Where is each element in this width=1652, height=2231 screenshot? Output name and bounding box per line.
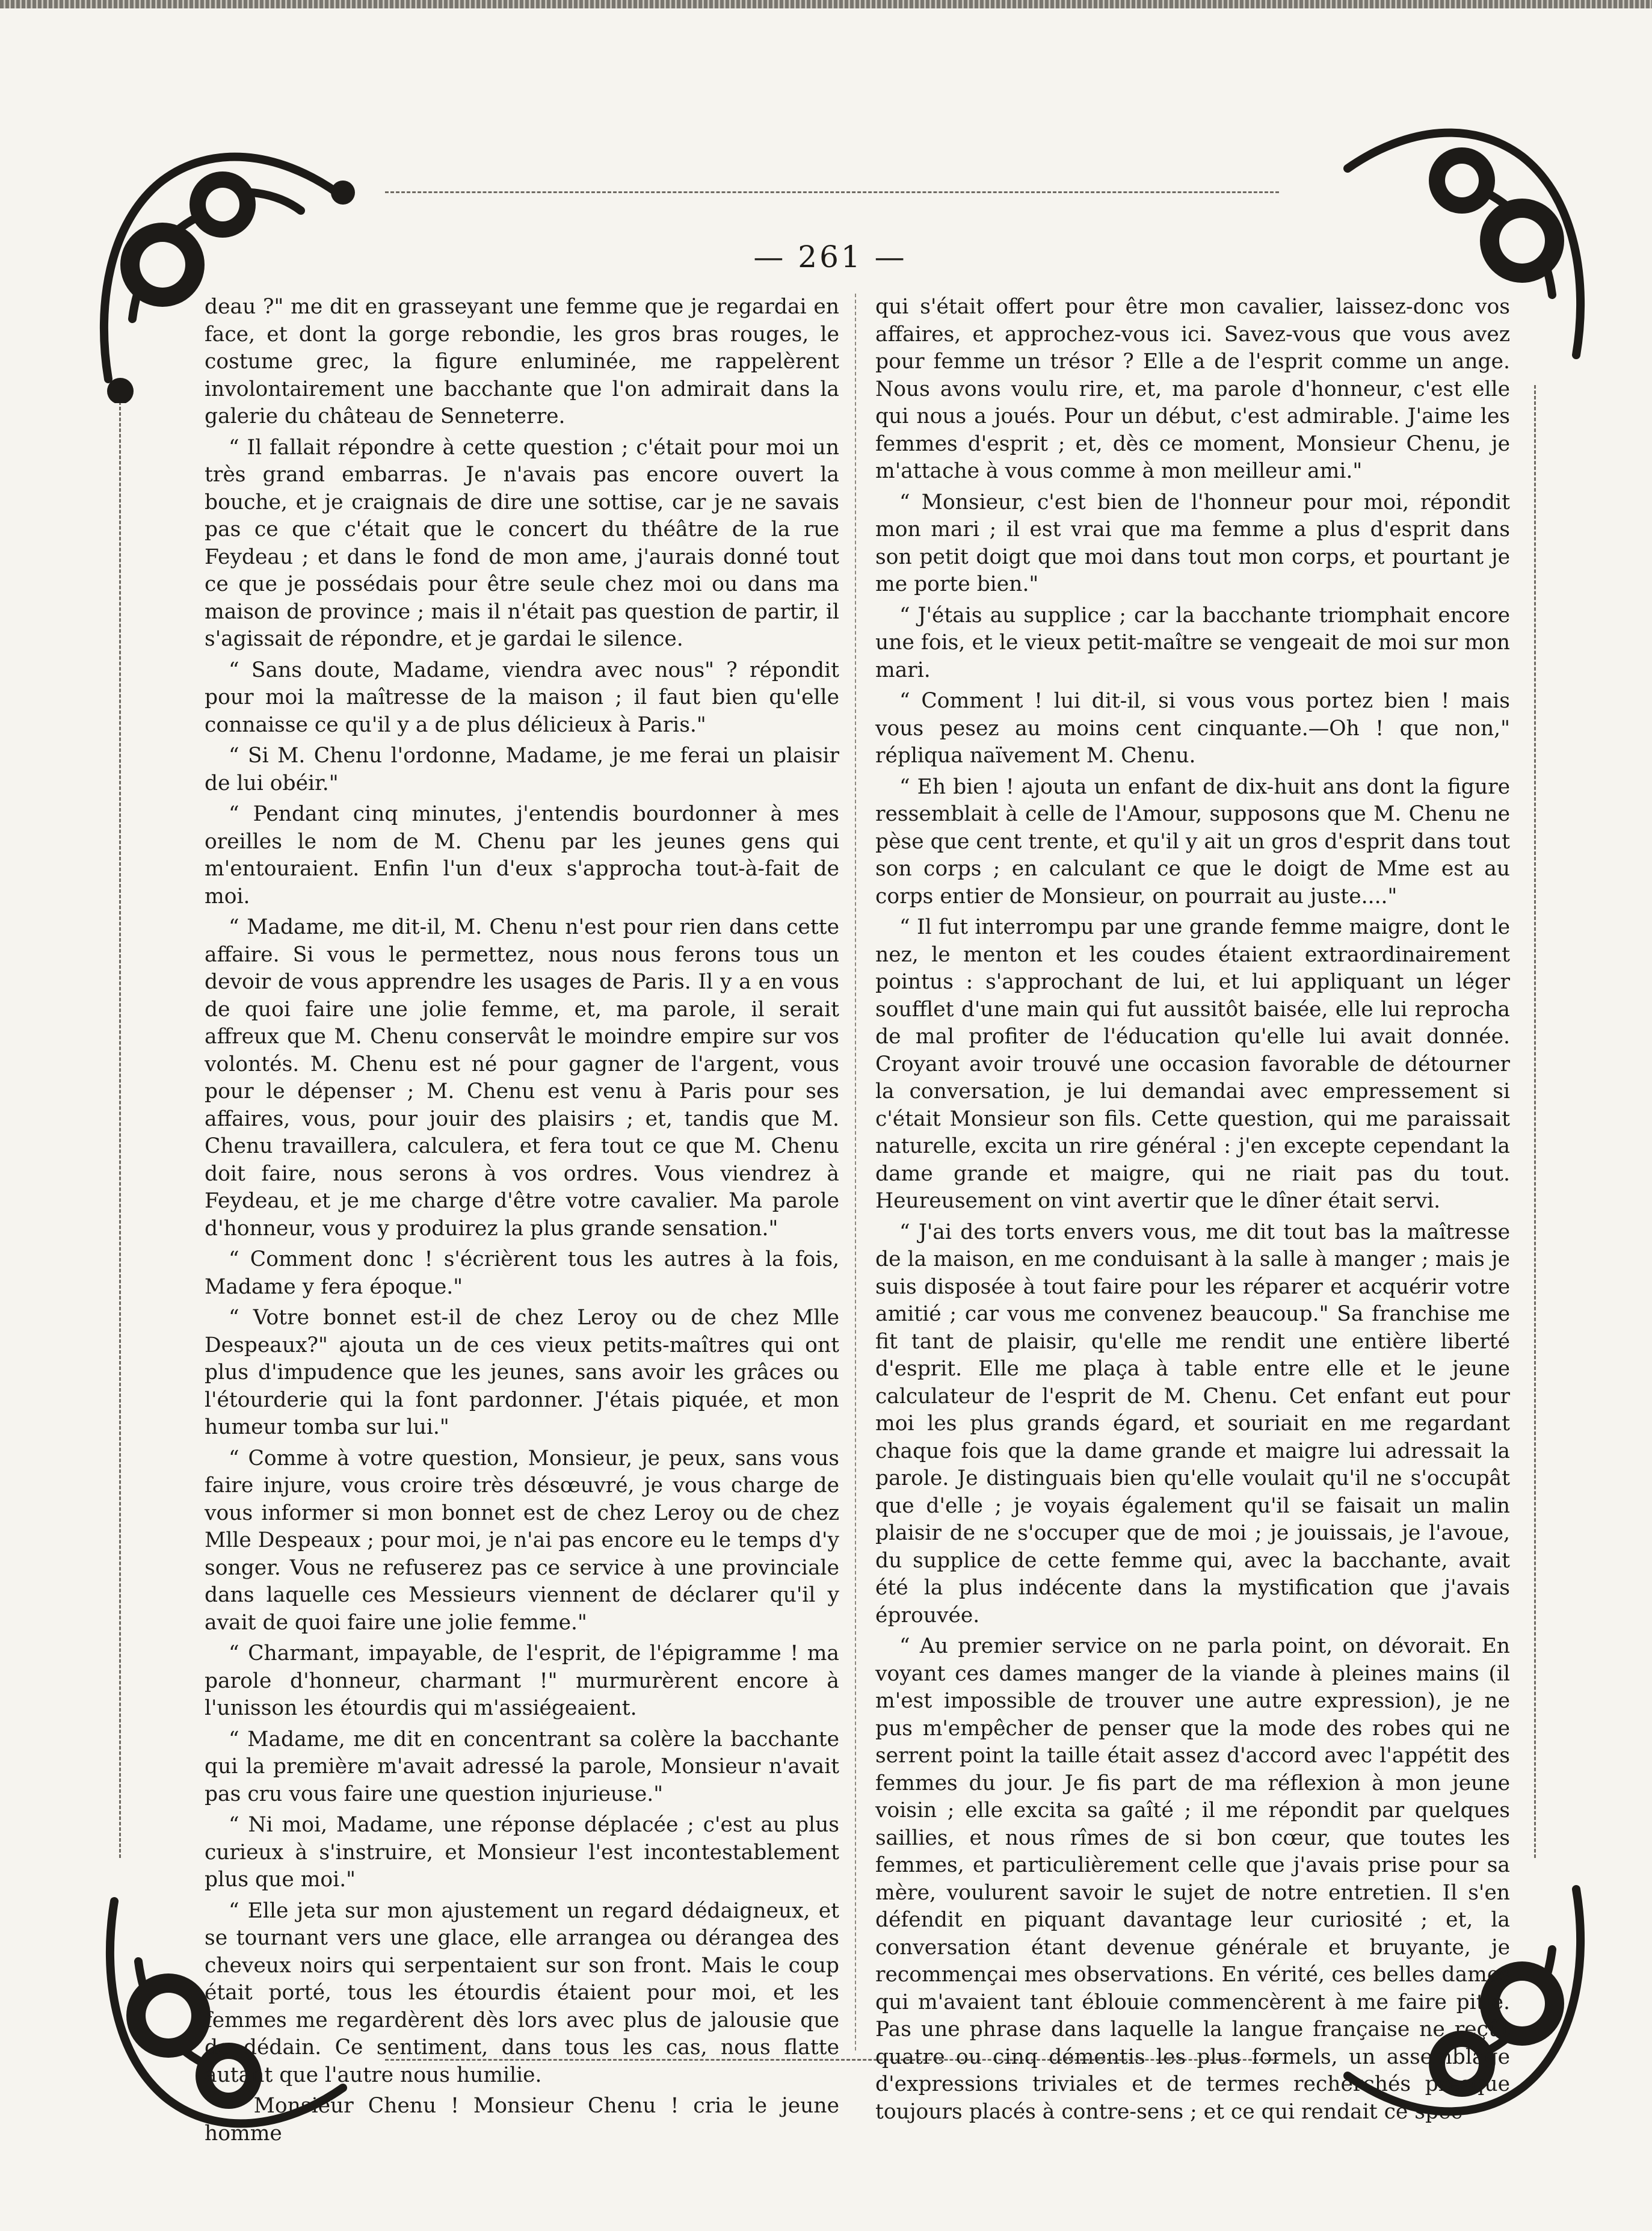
- paragraph: deau ?" me dit en grasseyant une femme que je regardai en face, et dont la gorge rebondie, les gros bras rouges, le costume grec, la figure enluminée, me rappelèrent involontairement une bacchante que l'on admirait dans la galerie du château de Senneterre.: [205, 295, 839, 428]
- left-column: [205, 294, 839, 2151]
- top-rule: [0, 0, 1652, 8]
- paragraph: “ Elle jeta sur mon ajustement un regard dédaigneux, et se tournant vers une glace, elle arrangea ou dérangea des cheveux noirs qui serpentaient sur son front. Mais le coup était porté, tous les étourdis étaient pour moi, et les femmes me regardèrent dès lors avec plus de jalousie que de dédain. Ce sentiment, dans tous les cas, nous flatte autant que l'autre nous humilie.: [205, 1898, 839, 2087]
- border-right: [1534, 385, 1536, 1858]
- page-number: — 261 —: [753, 239, 907, 274]
- column-divider: [855, 294, 856, 2050]
- paragraph: “ Votre bonnet est-il de chez Leroy ou de chez Mlle Despeaux?" ajouta un de ces vieux petits-maîtres qui ont plus d'impudence que les jeunes, sans avoir les grâces ou l'étourderie qui la font pardonner. J'étais piquée, et mon humeur tomba sur lui.": [205, 1306, 839, 1439]
- paragraph: “ Comment donc ! s'écrièrent tous les autres à la fois, Madame y fera époque.": [205, 1247, 839, 1299]
- paragraph: “ Au premier service on ne parla point, on dévorait. En voyant ces dames manger de la viande à pleines mains (il m'est impossible de trouver une autre expression), je ne pus m'empêcher de penser que la mode des robes qui ne serrent point la taille était assez d'accord avec l'appétit des femmes du jour. Je fis part de ma réflexion à mon jeune voisin ; elle excita sa gaîté ; il me répondit par quelques saillies, et nous rîmes de si bon cœur, que toutes les femmes, et particulièrement celle que j'avais prise pour sa mère, voulurent savoir le sujet de notre entretien. Il s'en défendit en piquant davantage leur curiosité ; et, la conversation étant devenue générale et bruyante, je recommençai mes observations. En vérité, ces belles dames qui m'avaient tant éblouie commencèrent à me faire pitié. Pas une phrase dans laquelle la langue française ne reçût quatre ou cinq démentis les plus formels, un assemblage d'expressions triviales et de termes recherchés presque toujours placés à contre-sens ; et ce qui rendait ce spec-: [875, 1634, 1510, 2124]
- paragraph: “ Monsieur Chenu ! Monsieur Chenu ! cria le jeune homme: [205, 2094, 839, 2146]
- paragraph: “ Monsieur, c'est bien de l'honneur pour moi, répondit mon mari ; il est vrai que ma femme a plus d'esprit dans son petit doigt que moi dans tout mon corps, et pourtant je me porte bien.": [875, 490, 1510, 596]
- paragraph: “ Madame, me dit-il, M. Chenu n'est pour rien dans cette affaire. Si vous le permettez, nous nous ferons tous un devoir de vous apprendre les usages de Paris. Il y a en vous de quoi faire une jolie femme, et, ma parole, il serait affreux que M. Chenu conservât le moindre empire sur vos volontés. M. Chenu est né pour gagner de l'argent, vous pour le dépenser ; M. Chenu est venu à Paris pour ses affaires, vous, pour jouir des plaisirs ; et, tandis que M. Chenu travaillera, calculera, et fera tout ce que M. Chenu doit faire, nous serons à vos ordres. Vous viendrez à Feydeau, et je me charge d'être votre cavalier. Ma parole d'honneur, vous y produirez la plus grande sensation.": [205, 915, 839, 1241]
- paragraph: “ Si M. Chenu l'ordonne, Madame, je me ferai un plaisir de lui obéir.": [205, 744, 839, 795]
- right-column: [875, 294, 1510, 2129]
- paragraph: qui s'était offert pour être mon cavalier, laissez-donc vos affaires, et approchez-vous ici. Savez-vous que vous avez pour femme un trésor ? Elle a de l'esprit comme un ange. Nous avons voulu rire, et, ma parole d'honneur, c'est elle qui nous a joués. Pour un début, c'est admirable. J'aime les femmes d'esprit ; et, dès ce moment, Monsieur Chenu, je m'attache à vous comme à mon meilleur ami.": [875, 295, 1510, 483]
- paragraph: “ Ni moi, Madame, une réponse déplacée ; c'est au plus curieux à s'instruire, et Monsieur l'est incontestablement plus que moi.": [205, 1813, 839, 1892]
- border-left: [119, 385, 121, 1858]
- paragraph: “ Sans doute, Madame, viendra avec nous" ? répondit pour moi la maîtresse de la maison ; il faut bien qu'elle connaisse ce qu'il y a de plus délicieux à Paris.": [205, 658, 839, 737]
- paragraph: “ J'étais au supplice ; car la bacchante triomphait encore une fois, et le vieux petit-maître se vengeait de moi sur mon mari.: [875, 603, 1510, 682]
- paragraph: “ J'ai des torts envers vous, me dit tout bas la maîtresse de la maison, en me conduisant à la salle à manger ; mais je suis disposée à tout faire pour les réparer et acquérir votre amitié ; car vous me convenez beaucoup." Sa franchise me fit tant de plaisir, qu'elle me rendit une entière liberté d'esprit. Elle me plaça à table entre elle et le jeune calculateur de l'esprit de M. Chenu. Cet enfant eut pour moi les plus grands égard, et souriait en me regardant chaque fois que la dame grande et maigre lui adressait la parole. Je distinguais bien qu'elle voulait qu'il ne s'occupât que d'elle ; je voyais également qu'il se faisait un malin plaisir de ne s'occuper que de moi ; je jouissais, je l'avoue, du supplice de cette femme qui, avec la bacchante, avait été la plus indécente dans la mystification que j'avais éprouvée.: [875, 1220, 1510, 1628]
- paragraph: “ Charmant, impayable, de l'esprit, de l'épigramme ! ma parole d'honneur, charmant !" murmurèrent encore à l'unisson les étourdis qui m'assiégeaient.: [205, 1641, 839, 1720]
- paragraph: “ Eh bien ! ajouta un enfant de dix-huit ans dont la figure ressemblait à celle de l'Amour, supposons que M. Chenu ne pèse que cent trente, et qu'il y ait un gros d'esprit dans tout son corps ; en calculant ce que le doigt de Mme est au corps entier de Monsieur, on pourrait au juste....": [875, 774, 1510, 909]
- paragraph: “ Comment ! lui dit-il, si vous vous portez bien ! mais vous pesez au moins cent cinquante.—Oh ! que non," répliqua naïvement M. Chenu.: [875, 689, 1510, 768]
- paragraph: “ Madame, me dit en concentrant sa colère la bacchante qui la première m'avait adressé la parole, Monsieur n'avait pas cru vous faire une question injurieuse.": [205, 1727, 839, 1806]
- border-top: [385, 191, 1279, 193]
- paragraph: “ Comme à votre question, Monsieur, je peux, sans vous faire injure, vous croire très désœuvré, je vous charge de vous informer si mon bonnet est de chez Leroy ou de chez Mlle Despeaux ; pour moi, je n'ai pas encore eu le temps d'y songer. Vous ne refuserez pas ce service à une provinciale dans laquelle ces Messieurs viennent de déclarer qu'il y avait de quoi faire une jolie femme.": [205, 1446, 839, 1635]
- paragraph: “ Il fallait répondre à cette question ; c'était pour moi un très grand embarras. Je n'avais pas encore ouvert la bouche, et je craignais de dire une sottise, car je ne savais pas ce que c'était que le concert du théâtre de la rue Feydeau ; et dans le fond de mon ame, j'aurais donné tout ce que je possédais pour être seule chez moi ou dans ma maison de province ; mais il n'était pas question de partir, il s'agissait de répondre, et je gardai le silence.: [205, 435, 839, 651]
- paragraph: “ Il fut interrompu par une grande femme maigre, dont le nez, le menton et les coudes étaient extraordinairement pointus : s'approchant de lui, et lui appliquant un léger soufflet d'une main qui fut aussitôt baisée, elle lui reprocha de mal profiter de l'éducation qu'elle lui avait donnée. Croyant avoir trouvé une occasion favorable de détourner la conversation, je lui demandai avec empressement si c'était Monsieur son fils. Cette question, qui me paraissait naturelle, excita un rire général : j'en excepte cependant la dame grande et maigre, qui ne riait pas du tout. Heureusement on vint avertir que le dîner était servi.: [875, 915, 1510, 1213]
- paragraph: “ Pendant cinq minutes, j'entendis bourdonner à mes oreilles le nom de M. Chenu par les jeunes gens qui m'entouraient. Enfin l'un d'eux s'approcha tout-à-fait de moi.: [205, 802, 839, 909]
